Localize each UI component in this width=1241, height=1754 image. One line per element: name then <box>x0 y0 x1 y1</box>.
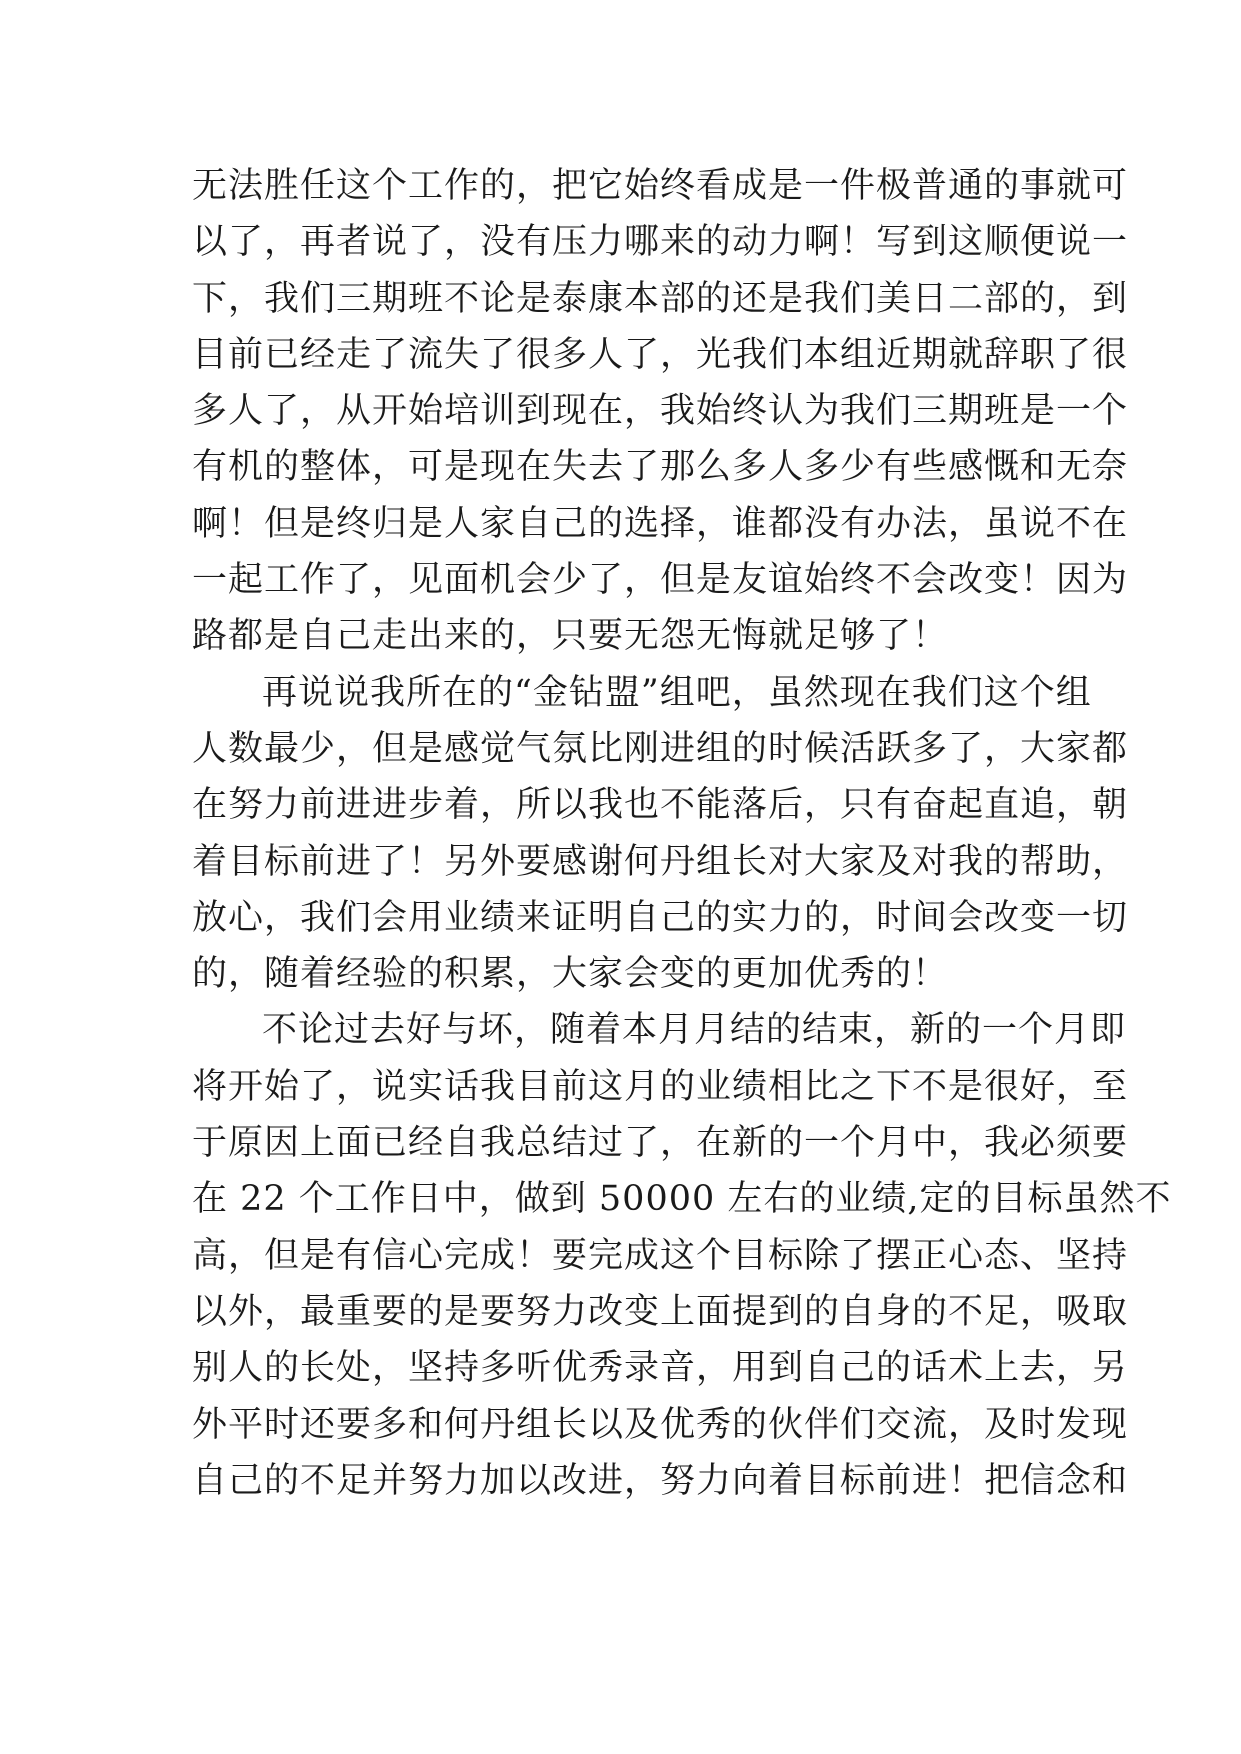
body-text <box>192 158 1172 1509</box>
text-line: 一起工作了，见面机会少了，但是友谊始终不会改变！因为 <box>192 560 1129 601</box>
text-line: 高，但是有信心完成！要完成这个目标除了摆正心态、坚持 <box>192 1235 1129 1276</box>
paragraph-1 <box>192 158 1129 665</box>
text-line: 在 22 个工作日中，做到 50000 左右的业绩,定的目标虽然不 <box>192 1179 1172 1220</box>
text-line: 人数最少，但是感觉气氛比刚进组的时候活跃多了，大家都 <box>192 728 1129 769</box>
text-line: 自己的不足并努力加以改进，努力向着目标前进！把信念和 <box>192 1460 1129 1501</box>
text-line: 外平时还要多和何丹组长以及优秀的伙伴们交流，及时发现 <box>192 1404 1129 1445</box>
text-line: 将开始了，说实话我目前这月的业绩相比之下不是很好，至 <box>192 1066 1129 1107</box>
text-line: 再说说我所在的“金钻盟”组吧，虽然现在我们这个组 <box>262 672 1092 713</box>
text-line: 在努力前进进步着，所以我也不能落后，只有奋起直追，朝 <box>192 785 1129 826</box>
text-line: 有机的整体，可是现在失去了那么多人多少有些感慨和无奈 <box>192 447 1129 488</box>
text-line: 放心，我们会用业绩来证明自己的实力的，时间会改变一切 <box>192 897 1129 938</box>
text-line: 目前已经走了流失了很多人了，光我们本组近期就辞职了很 <box>192 334 1129 375</box>
paragraph-2 <box>192 665 1129 1003</box>
text-line: 下，我们三期班不论是泰康本部的还是我们美日二部的，到 <box>192 278 1129 319</box>
text-line: 的，随着经验的积累，大家会变的更加优秀的！ <box>192 954 949 995</box>
text-line: 着目标前进了！另外要感谢何丹组长对大家及对我的帮助， <box>192 841 1129 882</box>
text-line: 不论过去好与坏，随着本月月结的结束，新的一个月即 <box>262 1010 1127 1051</box>
text-line: 无法胜任这个工作的，把它始终看成是一件极普通的事就可 <box>192 166 1129 206</box>
paragraph-3 <box>192 1002 1172 1509</box>
text-line: 啊！但是终归是人家自己的选择，谁都没有办法，虽说不在 <box>192 503 1129 544</box>
text-line: 多人了，从开始培训到现在，我始终认为我们三期班是一个 <box>192 391 1129 432</box>
text-line: 以外，最重要的是要努力改变上面提到的自身的不足，吸取 <box>192 1291 1129 1332</box>
text-line: 以了，再者说了，没有压力哪来的动力啊！写到这顺便说一 <box>192 222 1129 263</box>
text-line: 于原因上面已经自我总结过了，在新的一个月中，我必须要 <box>192 1123 1129 1164</box>
text-line: 路都是自己走出来的，只要无怨无悔就足够了！ <box>192 616 949 657</box>
text-line: 别人的长处，坚持多听优秀录音，用到自己的话术上去，另 <box>192 1348 1129 1389</box>
